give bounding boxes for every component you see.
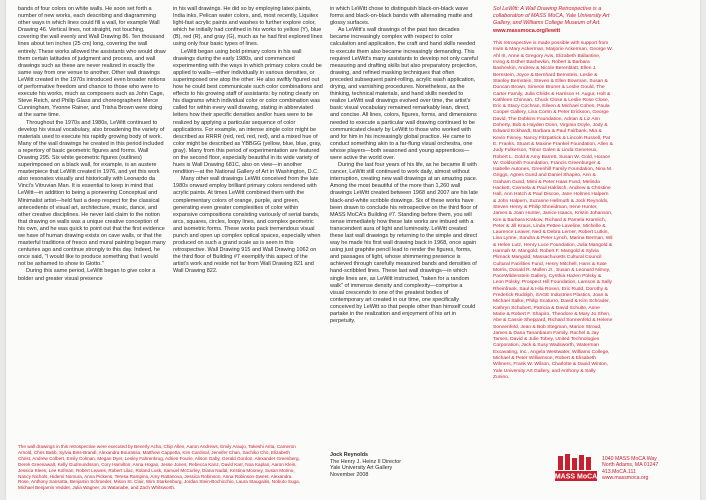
address-phone: 413.MoCA.111 bbox=[602, 468, 636, 475]
paragraph: in which LeWitt chose to distinguish black-on-black wave forms and black-on-black bands with alternating matte and glossy surfaces. bbox=[330, 6, 473, 27]
paragraph: LeWitt began using bold primary colors in his wall drawings during the early 1980s, and commenced experimenting with the ways in which primary colors could be applied to walls—either individually in various densities, or superimposed one atop the other. He also swiftly figured out how he could best communicate such color combinations and effects to his growing staff of assistants: by noting clearly on his diagrams which individual color or color combination was called for within every wall drawing, stating in abbreviated letters how their specific densities and/or hues were to be realized by applying a particular sequence of color applications. For example, an intense single color might be described as RRRR (red, red, red, red), and a mixed hue of color might be described as YBBGG (yellow, blue, blue, gray, gray). Many from this period of experimentation are featured on the second floor, especially beautiful in its wide variety of hues is Wall Drawing 681C, also on view—in another rendition—at the National Gallery of Art in Washington, D.C. bbox=[173, 48, 323, 176]
author-name: Jock Reynolds bbox=[330, 452, 369, 458]
paragraph: During this same period, LeWitt began to give color a bolder and greater visual presence bbox=[18, 268, 156, 282]
essay-column-1 bbox=[18, 6, 166, 484]
paragraph: During the last four years of his life, as he became ill with cancer, LeWitt still continued to work daily, almost without interruption, creating new wall drawings at an amazing pace. Among the most beautiful of the more than 1,260 wall drawings LeWitt created between 1968 and 2007 are his late black-and-white scribble drawings. Six of these works have been drawn to conclude his retrospective on the third floor of MASS MoCA's Building #7. Standing before them, you will sense immediately how these late works are imbued with a transcendent aura of light and luminosity. LeWitt created these last wall drawings by returning to the simple and direct way he made his first wall drawing back in 1968, once again using just graphite pencil lead to render the figures, forms, and passages of light, whose shimmering presence is achieved through carefully measured bands and densities of hand-scribbled lines. These last wall drawings—in which single lines are, as LeWitt instructed, "taken for a random walk" of immense density and complexity—comprise a visual crescendo to one of the greatest bodies of contemporary art created in our time, one specifically conceived by LeWitt so that people other than himself could partake in the realization and enjoyment of his art in perpetuity. bbox=[330, 162, 478, 325]
essay-column-2 bbox=[173, 6, 323, 484]
address-website-link[interactable]: www.massmoca.org bbox=[602, 475, 649, 482]
address-line: North Adams, MA 01247 bbox=[602, 462, 659, 469]
paragraph: Many other wall drawings LeWitt conceived from the late 1980s onward employ brilliant primary colors rendered with acrylic paints. At times LeWitt combined them with the complementary colors of orange, purple, and green, generating even greater complexities of color within expansive compositions consisting variously of serial bands, arcs, squares, circles, loopy lines, and complex geometric and isometric forms. These works pack tremendous visual punch and open up complex optical spaces, especially when produced on such a grand scale as is seen in this retrospective. Wall Drawing 915 and Wall Drawing 1062 on the third floor of Building #7 exemplify this aspect of the artist's work and reside not far from Wall Drawing 821 and Wall Drawing 822. bbox=[173, 176, 321, 275]
paragraph: Throughout the 1970s and 1980s, LeWitt continued to develop his visual vocabulary, also broadening the variety of materials used to execute his rapidly growing body of work. Many of the wall drawings he created in this period included a repertory of basic geometric figures and forms. Wall Drawing 295. Six white geometric figures (outlines) superimposed on a black wall, for example, is an austere masterpiece that LeWitt created in 1976, and yet this work also resonates visually and historically with Leonardo da Vinci's Vitruvian Man. It is essential to keep in mind that LeWitt—in addition to being a pioneering Conceptual and Minimalist artist—held fast a deep respect for the classical antecedents of visual art, architecture, music, dance, and other creative disciplines. He never laid claim to the notion that drawing on walls was a unique creative conception of his own, and he was quick to point out that the first evidence we have of human drawing exists on cave walls, or that the masterful traditions of fresco and mural painting began many centuries ago and continue strongly to this day. Indeed, he once said, "I would like to produce something that I would not be ashamed to show to Giotto." bbox=[18, 119, 166, 268]
document-page bbox=[6, 0, 700, 500]
credits-intro: Sol LeWitt: A Wall Drawing Retrospective is a collaboration of MASS MoCA, Yale University Art Gallery, and Williams College Museum of Art. bbox=[493, 6, 610, 26]
credits-column bbox=[493, 6, 613, 484]
paragraph: As LeWitt's wall drawings of the past two decades became increasingly complex with respect to color calculation and application, the craft and hand skills needed to execute them also became increasingly demanding. This required LeWitt's many assistants to develop not only careful measuring and drafting skills but also preparatory projection, drawing, and refined masking techniques that often preceded subsequent paint-rolling, acrylic wash application, drying, and varnishing procedures. Nonetheless, as the thinking, technical materials, and hand skills needed to realize LeWitt wall drawings evolved over time, the artist's basic visual vocabulary remained remarkably lean, direct, and concise. All lines, colors, figures, forms, and dimensions needed to execute a particular wall drawing continued to be communicated clearly by LeWitt to those who worked with and for him in his increasingly global practice. He came to conduct something akin to a far-flung visual orchestra, one whose players—both seasoned and young apprentices—were active the world over. bbox=[330, 27, 478, 161]
paragraph: bands of four colors on white walls. He soon set forth a number of new works, each describing and diagramming other ways in which lines could fill a wall, for example Wall Drawing 46. Vertical lines, not straight, not touching, covering the wall evenly and Wall Drawing 86. Ten thousand lines about ten inches (25 cm) long, covering the wall entirely. These works allowed the assistants who would draw them certain latitudes of judgment and process, and wall drawings such as these are never realized in exactly the same way from one venue to another. Other wall drawings LeWitt created in the 1970s introduced even broader notions of performative freedom and chance to those who were to execute his works, much as composers such as John Cage, Steve Reich, and Philip Glass and choreographers Merce Cunningham, Yvonne Rainer, and Trisha Brown were doing at the same time. bbox=[18, 6, 166, 119]
byline-date: November 2008 bbox=[330, 471, 369, 478]
author-byline bbox=[330, 452, 470, 478]
paragraph: in his wall drawings. He did so by employing latex paints, India inks, Pelican water colors, and, most recently, Liquitex light-fast acrylic paints and washes to further explore color, which he initially had confined in his works to yellow (Y), blue (B), red (R), and gray (G), much as he had first explored lines using only four basic types of lines. bbox=[173, 6, 323, 48]
mass-moca-logo bbox=[555, 452, 597, 484]
author-title: The Henry J. Heinz II Director bbox=[330, 458, 401, 465]
address-line: 1040 MASS MoCA Way bbox=[602, 456, 657, 462]
logo-text: MASS MoCA bbox=[555, 473, 597, 481]
essay-column-3 bbox=[330, 6, 478, 484]
credits-sponsors: This retrospective is made possible with support from Irwin & Mary Ackerman, Marjorie Ackerman, George W. Ahl III, Anne & Gregory Avis, Elizabeth Ballantine, Irving & Esther Bashevkin, Robert & Barbara Bashevkin, Andrew & Nicole Berenblatt, Ellen J. Bernstein, Joyce & Bernhard Bernstein, Leslie & Stanley Bernstein, Steven & Ellen Bowman, Susan & Duncan Brown, Simeon Bruner & Leslie Gould, The Carter Family, Julia Childs & Harrison H. Augur, Holt & Kathleen Chinnan, Chuck Close & Leslie Rose Close, Eric & Stacy Cochran, Eileen & Michael Cohen, Paula Cooper Gallery, Lisa Corrin & Peter Erickson, George David, The Dobkins Foundation, Adrian & Liz Ann Doherty, Bob & Hayden Donn, Virginia Doyle, Jody & Edward Eckhardt, Barbara & Paul Fairbank, Mia & Kevin Finney, Nancy Fitzpatrick & Lincoln Russell, Pat E. Franks, Stuart & Maxine Frankel Foundation, Allen & Judy Fulkerson, Timur Galen & Linda Genereux, Robert L. Gold & Amy Barrett, Susan W. Gold, Horace W. Goldsmith Foundation, Francis Greenburger & Isabelle Autones, Greenhill Family Foundation, Nina M. Griggs, Agnes Gund and Daniel Shapiro, Ann & Graham Gund, Mimi & Peter Haas Fund, Melinda Hackett, Carmela & Paul Haklisch, Andrew & Christine Hall, Ann Hatch & Paul Discoe, Jane Holmes Halpern & John Halpern, Suzanne Hellmuth & Jock Reynolds, Steven Henry & Philip Shneidman, Irene Hunter, James & Joan Hunter, Janice Isaacs, Kristin Johanson, Kim & Barbara Krakow, Richard & Pamela Kramlich, Peter & Jill Kraus, Linda Pettee Laveline, Michelle & Laurence Leaver, Ned & Debra Lerner, Robert Lutkin, Lisa Lynne, Sondra & Peter Lynch, Marina Berman, Wil & Helen Lutz, Henry Luce Foundation, Julia Mangold & Hannah M. Mangold, Robert F. Mangold & Sylvia Plimack Mangold, Massachusetts Cultural Council Cultural Facilities Fund, Henry Mitchell, Hans & Kate Morris, Donald R. Mullen Jr., Susan & Leonard Nimoy, PaceWildenstein Gallery, Cynthia Hazen Polsky & Leon Polsky, Prospect Hill Foundation, Lamson & Sally Rheinfrank, Saul & Hila Rosen, Eric Rudd, Dorothy & Frederick Rudolph, SAGE Industries Plastics, Joan & Michael Salke, Philip Scaturro, David & Kim Schrader, Kathryn Schubert, Patricia & David Schulte, Anne Marie & Robert F. Shapiro, Theodore & Mary Jo Shen, Abe & Cassie Sheppard, Richard Sonnenfeld & Helene Sonnenfeld, Jean & Bob Stegman, Marion Stroud, James & Dana Tananbaum Family, Rachel & Jay Tarses, David & Julie Tobey, United Technologies Corporation, Jack & Susy Wadsworth, Waterman Excavating, Inc., Angela Westwater, Williams College, Michael & Peter Williamson, Robert & Elisabeth Wilmers, Frank W. Wilson, Charlotte & David Winton, Yale University Art Gallery, and Anthony & Sally Zunino. bbox=[493, 41, 613, 380]
credits-url-link[interactable]: www.massmoca.org/lewitt bbox=[493, 28, 561, 35]
museum-address bbox=[602, 456, 692, 482]
author-org: Yale University Art Gallery bbox=[330, 465, 393, 472]
installers-caption: The wall drawings in this retrospective were executed by Beverly Acha, Chip Allen, Aaron Andrews, Emily Araujo, Takeshi Arita, Cameron Arnold, Chris Babb, Sylvia Bins-Brandl, Alexandra Bourassa, Matthew Cappetta, Kim Cardinal, Jennifer Chan, Sachiko Cho, Elizabeth Christ, Andrew Colbert, Emily Colman, Megan Dyer, Lesley Fahrenkrug, Adrien Fourie, Alison Gaby, Gerald Gordon, Alexander Greenberg, Derek Greenawalt, Kelly Gudmundsson, Cory Hamilton, Anna Hogan, Jesse Jones, Rebecca Kanz, David Karr, Noa Kaplan, Aaron Klein, Jessica Klees, Lee Kofman, Robert Leaves, Robert Lilac, Roland Lusk, Samuel McCurley, Diana Nadal, Kristina Mooney, Susan Morino, Nancy Nichols, Hidemi Nomura, Anna Pickens, Teresa Rampino, Amy Rattanova, Jessica Robinson, Anna Robinson-Sweet, Alexandra Rose, Anthony Sansotta, Benjamin Schroeder, Mison St. Clair, Wim Starkenburg, Jordan Stein-Bochicchio, Laura Staugaitis, Nobuto Suga, Michael Benjamin Vedder, Julia Wagner, Jo Watanabe, and Zach Whitsworth. bbox=[18, 444, 300, 491]
